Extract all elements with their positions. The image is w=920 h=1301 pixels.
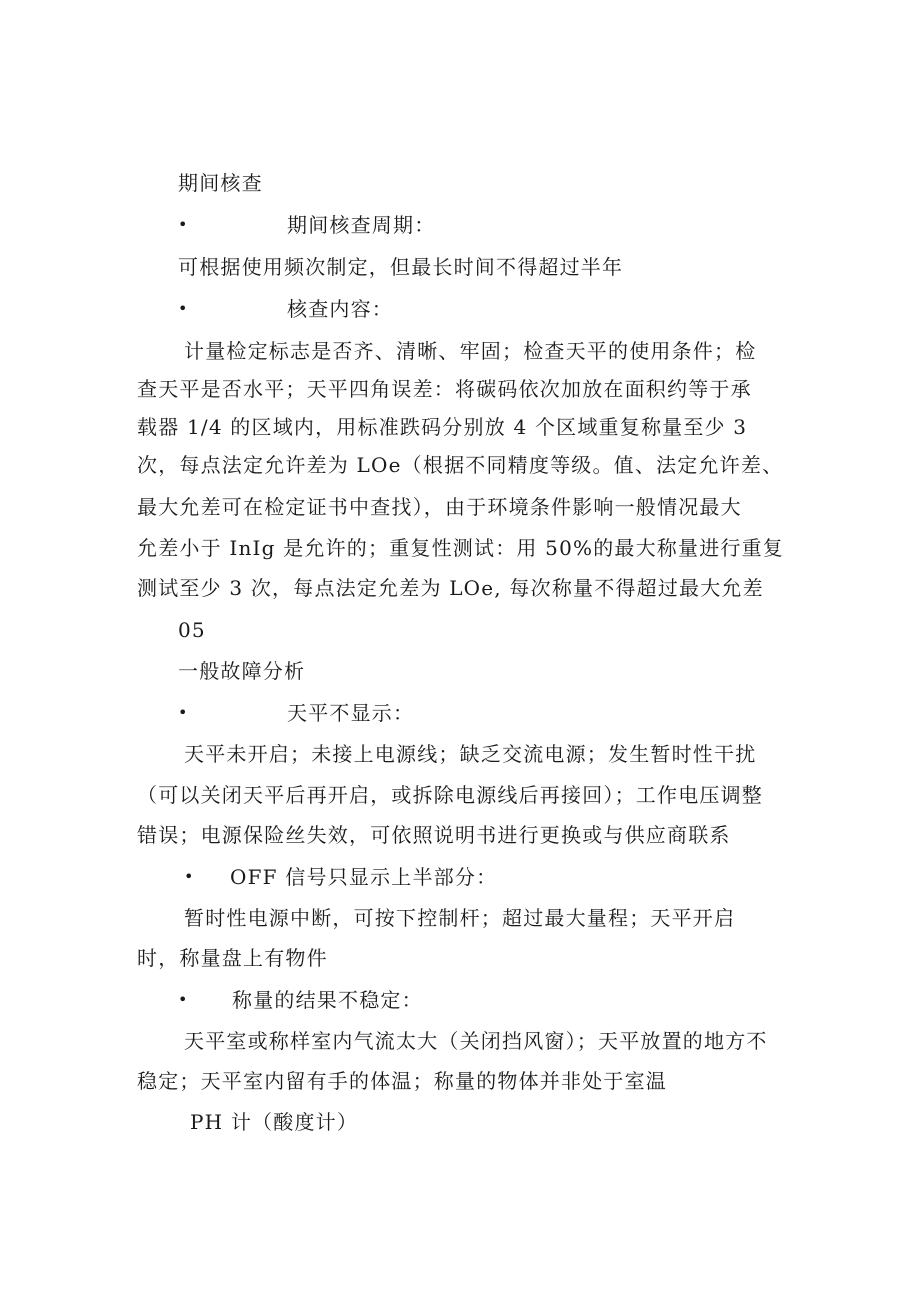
no-display-line-3: 错误；电源保险丝失效，可依照说明书进行更换或与供应商联系 [137, 823, 731, 847]
heading-ph-meter: PH 计（酸度计） [190, 1110, 359, 1134]
label-unstable: 称量的结果不稳定： [232, 988, 423, 1012]
text-check-period: 可根据使用频次制定，但最长时间不得超过半年 [178, 255, 624, 279]
content-line-2: 查天平是否水平；天平四角误差：将碳码依次加放在面积约等于承 [137, 377, 752, 401]
bullet-period: • [178, 215, 188, 234]
content-line-6: 允差小于 InIg 是允许的；重复性测试：用 50%的最大称量进行重复 [137, 536, 785, 560]
unstable-line-1: 天平室或称样室内气流太大（关闭挡风窗）；天平放置的地方不 [184, 1029, 768, 1053]
section-number: 05 [178, 618, 206, 642]
bullet-content: • [178, 299, 188, 318]
content-line-4: 次，每点法定允许差为 LOe（根据不同精度等级。值、法定允许差、 [137, 453, 784, 477]
label-check-period: 期间核查周期： [287, 213, 436, 237]
content-line-7: 测试至少 3 次，每点法定允差为 LOe, 每次称量不得超过最大允差 [137, 576, 764, 600]
label-no-display: 天平不显示： [287, 701, 415, 725]
label-check-content: 核查内容： [287, 297, 393, 321]
label-off-signal: OFF 信号只显示上半部分： [230, 865, 498, 889]
off-signal-line-1: 暂时性电源中断，可按下控制杆；超过最大量程；天平开启 [184, 906, 736, 930]
bullet-no-display: • [178, 703, 188, 722]
off-signal-line-2: 时，称量盘上有物件 [137, 946, 328, 970]
no-display-line-2: （可以关闭天平后再开启，或拆除电源线后再接回）；工作电压调整 [137, 783, 763, 807]
bullet-unstable: • [178, 990, 188, 1009]
no-display-line-1: 天平未开启；未接上电源线；缺乏交流电源；发生暂时性干扰 [184, 742, 757, 766]
bullet-off-signal: • [184, 867, 194, 886]
content-line-3: 载器 1/4 的区域内，用标准跌码分别放 4 个区域重复称量至少 3 [137, 415, 748, 439]
unstable-line-2: 稳定；天平室内留有手的体温；称量的物体并非处于室温 [137, 1069, 667, 1093]
content-line-1: 计量检定标志是否齐、清晰、牢固；检查天平的使用条件；检 [184, 339, 757, 363]
heading-periodic-check: 期间核查 [178, 171, 263, 195]
content-line-5: 最大允差可在检定证书中查找），由于环境条件影响一般情况最大 [137, 495, 742, 519]
heading-fault-analysis: 一般故障分析 [178, 659, 306, 683]
